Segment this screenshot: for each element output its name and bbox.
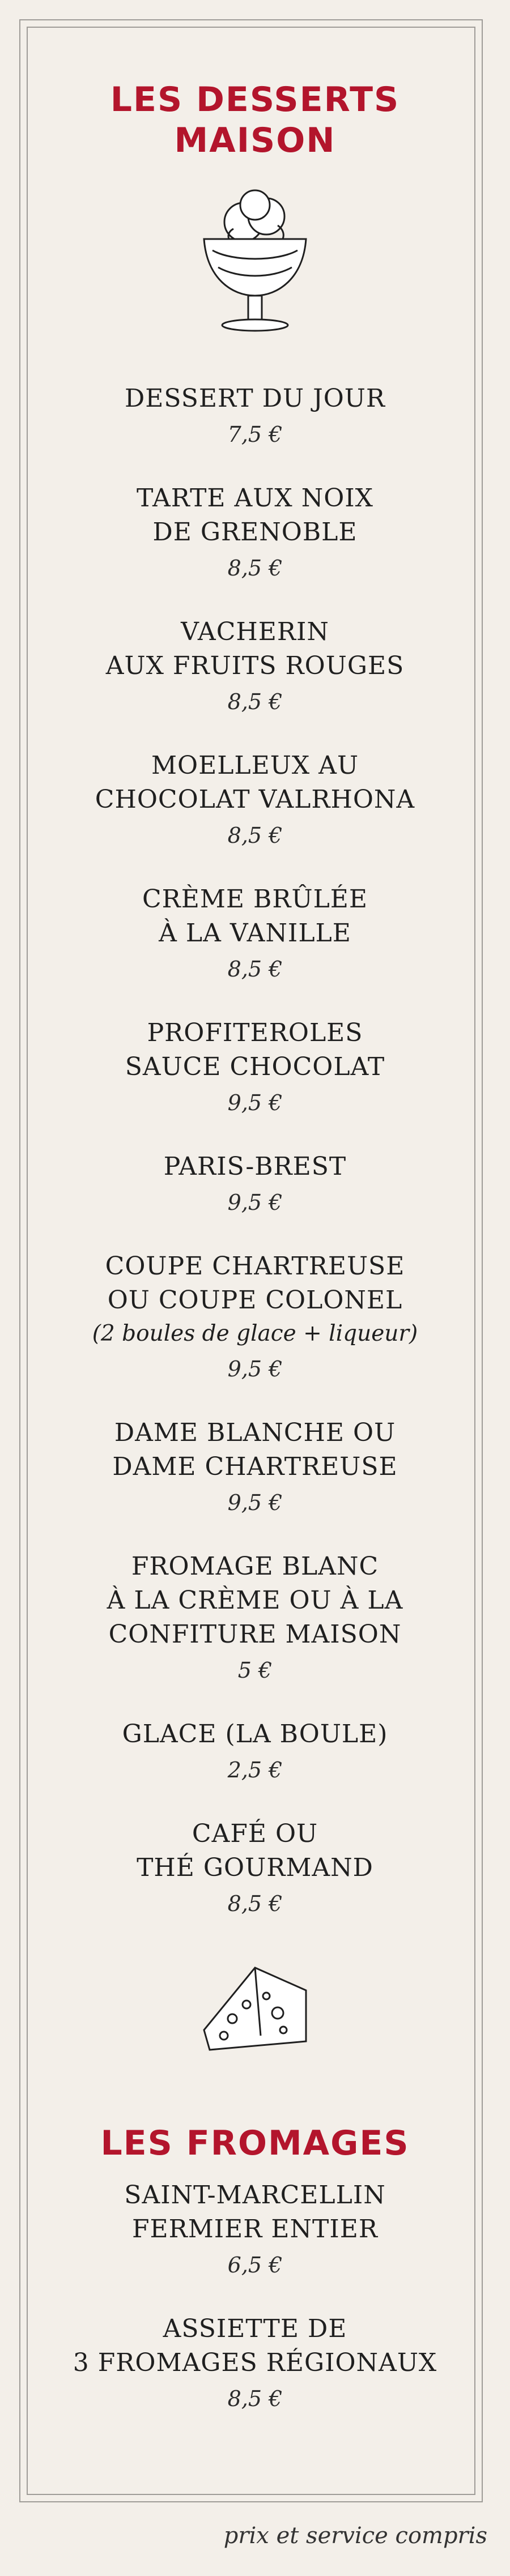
menu-content: [34, 0, 476, 2576]
menu-item-price: 8,5 €: [227, 957, 283, 982]
menu-item-name: GLACE (LA BOULE): [122, 1720, 388, 1748]
menu-item-name: DESSERT DU JOUR: [125, 384, 385, 413]
menu-item: [34, 2178, 476, 2281]
footer-note: prix et service compris: [223, 2523, 487, 2549]
menu-item-price: 7,5 €: [227, 422, 283, 447]
fromages-title: LES FROMAGES: [100, 2123, 410, 2163]
menu-item-name: CRÈME BRÛLÉE À LA VANILLE: [142, 885, 368, 948]
cheese-wedge-icon: [193, 1951, 317, 2064]
menu-item: [34, 481, 476, 585]
menu-item-price: 8,5 €: [227, 689, 283, 714]
menu-item-price: 5 €: [237, 1658, 273, 1683]
menu-item-name: DAME BLANCHE OU DAME CHARTREUSE: [112, 1418, 398, 1481]
menu-item-note: (2 boules de glace + liqueur): [92, 1321, 418, 1346]
menu-item-name: SAINT-MARCELLIN FERMIER ENTIER: [124, 2181, 386, 2244]
menu-item-price: 9,5 €: [227, 1490, 283, 1515]
menu-item: [34, 382, 476, 451]
menu-item-price: 9,5 €: [227, 1357, 283, 1381]
desserts-title: LES DESSERTS MAISON: [110, 80, 400, 160]
cheese-illustration: [34, 1951, 476, 2066]
menu-item-name: MOELLEUX AU CHOCOLAT VALRHONA: [95, 751, 415, 814]
menu-item-price: 8,5 €: [227, 823, 283, 848]
menu-item: [34, 1817, 476, 1920]
menu-item-price: 6,5 €: [227, 2253, 283, 2278]
ice-cream-sundae-icon: [193, 182, 317, 347]
menu-item: [34, 1550, 476, 1687]
menu-item: [34, 2312, 476, 2415]
menu-item: [34, 1150, 476, 1219]
menu-item-name: VACHERIN AUX FRUITS ROUGES: [105, 617, 405, 680]
menu-item-name: COUPE CHARTREUSE OU COUPE COLONEL: [105, 1252, 405, 1315]
fromages-list: [34, 2178, 476, 2415]
menu-item: [34, 615, 476, 718]
menu-item-price: 8,5 €: [227, 556, 283, 581]
menu-item-price: 8,5 €: [227, 2386, 283, 2411]
menu-item-name: PROFITEROLES SAUCE CHOCOLAT: [125, 1018, 385, 1081]
menu-item-price: 9,5 €: [227, 1090, 283, 1115]
menu-item: [34, 1249, 476, 1385]
menu-item-price: 9,5 €: [227, 1190, 283, 1215]
menu-item-price: 8,5 €: [227, 1891, 283, 1916]
menu-item-name: ASSIETTE DE 3 FROMAGES RÉGIONAUX: [73, 2314, 437, 2377]
menu-item: [34, 1717, 476, 1786]
desserts-list: [34, 382, 476, 1920]
menu-item-name: PARIS-BREST: [163, 1152, 347, 1181]
menu-item-price: 2,5 €: [227, 1758, 283, 1782]
menu-item-name: TARTE AUX NOIX DE GRENOBLE: [137, 484, 373, 547]
menu-item: [34, 1416, 476, 1519]
menu-item: [34, 1016, 476, 1119]
menu-item-name: CAFÉ OU THÉ GOURMAND: [137, 1819, 373, 1882]
menu-item: [34, 882, 476, 986]
menu-item-name: FROMAGE BLANC À LA CRÈME OU À LA CONFITURE MAISON: [107, 1552, 403, 1649]
menu-item: [34, 749, 476, 852]
